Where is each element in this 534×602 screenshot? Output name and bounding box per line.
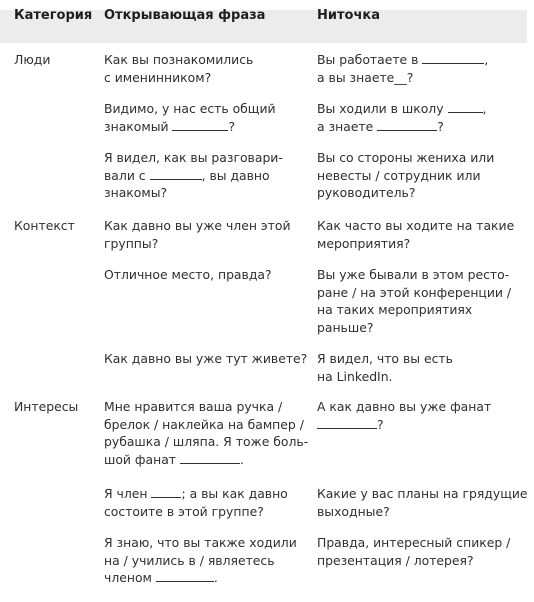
cell-line: Правда, интересный спикер / xyxy=(317,535,511,550)
fill-in-blank xyxy=(422,51,484,64)
fill-in-blank xyxy=(448,100,483,113)
cell-line: шой фанат . xyxy=(104,451,244,467)
header-opening-phrase: Открывающая фраза xyxy=(104,8,266,23)
cell-line: вали с , вы давно xyxy=(104,167,270,183)
opening-phrase-cell xyxy=(104,266,272,284)
cell-line: Вы работаете в , xyxy=(317,52,489,67)
opening-phrase-cell xyxy=(104,350,307,368)
cell-line: А как давно вы уже фанат xyxy=(317,399,492,414)
cell-line: презентация / лотерея? xyxy=(317,552,474,568)
cell-line: брелок / наклейка на бампер / xyxy=(104,416,304,432)
cell-line: на таких мероприятиях xyxy=(317,302,473,318)
cell-line: знакомы? xyxy=(104,185,168,201)
cell-line: состоите в этой группе? xyxy=(104,503,264,519)
fill-in-blank xyxy=(317,416,377,429)
fill-in-blank xyxy=(180,451,240,464)
cell-line: Как давно вы уже член этой xyxy=(104,218,291,233)
cell-line: Как часто вы ходите на такие xyxy=(317,218,515,233)
thread-cell xyxy=(317,217,514,252)
thread-cell xyxy=(317,350,453,385)
thread-cell xyxy=(317,485,528,520)
fill-in-blank xyxy=(377,118,437,131)
cell-line: выходные? xyxy=(317,503,390,519)
cell-line: Я видел, что вы есть xyxy=(317,351,453,366)
cell-line: Вы ходили в школу , xyxy=(317,101,487,116)
fill-in-blank xyxy=(172,118,228,131)
cell-line: членом . xyxy=(104,570,218,586)
cell-line: а знаете ? xyxy=(317,118,444,134)
cell-line: а вы знаете__? xyxy=(317,69,414,85)
header-category: Категория xyxy=(14,8,93,23)
thread-cell xyxy=(317,51,488,86)
cell-line: Как давно вы уже тут живете? xyxy=(104,351,308,366)
opening-phrase-cell xyxy=(104,534,297,587)
header-thread: Ниточка xyxy=(317,8,380,23)
cell-line: группы? xyxy=(104,235,159,251)
cell-line: Мне нравится ваша ручка / xyxy=(104,399,283,414)
fill-in-blank xyxy=(156,569,214,582)
cell-line: ране / на этой конференции / xyxy=(317,284,512,300)
cell-line: знакомый ? xyxy=(104,118,236,134)
cell-line: Отличное место, правда? xyxy=(104,267,272,282)
cell-line: на LinkedIn. xyxy=(317,368,393,384)
thread-cell xyxy=(317,266,511,336)
opening-phrase-cell xyxy=(104,100,276,135)
opening-phrase-cell xyxy=(104,51,253,86)
cell-line: Я видел, как вы разговари- xyxy=(104,150,283,165)
cell-line: с именинником? xyxy=(104,69,212,85)
thread-cell xyxy=(317,534,510,569)
category-label: Люди xyxy=(14,52,51,67)
opening-phrase-cell xyxy=(104,398,308,468)
cell-line: Я член ; а вы как давно xyxy=(104,486,288,501)
cell-line: Вы со стороны жениха или xyxy=(317,150,495,165)
thread-cell xyxy=(317,398,491,433)
fill-in-blank xyxy=(150,167,202,180)
cell-line: раньше? xyxy=(317,319,374,335)
cell-line: Я знаю, что вы также ходили xyxy=(104,535,297,550)
cell-line: мероприятия? xyxy=(317,235,411,251)
cell-line: Вы уже бывали в этом ресто- xyxy=(317,267,510,282)
cell-line: Видимо, у нас есть общий xyxy=(104,101,276,116)
opening-phrase-cell xyxy=(104,149,283,202)
category-label: Интересы xyxy=(14,399,79,414)
thread-cell xyxy=(317,149,494,202)
opening-phrase-cell xyxy=(104,217,291,252)
cell-line: невесты / сотрудник или xyxy=(317,167,481,183)
cell-line: рубашка / шляпа. Я тоже боль- xyxy=(104,434,309,450)
cell-line: руководитель? xyxy=(317,185,416,201)
cell-line: ? xyxy=(317,416,491,434)
category-label: Контекст xyxy=(14,218,75,233)
cell-line: Как вы познакомились xyxy=(104,52,254,67)
cell-line: Какие у вас планы на грядущие xyxy=(317,486,528,501)
thread-cell xyxy=(317,100,486,135)
opening-phrase-cell xyxy=(104,485,288,520)
cell-line: на / учились в / являетесь xyxy=(104,552,275,568)
fill-in-blank xyxy=(151,485,181,498)
